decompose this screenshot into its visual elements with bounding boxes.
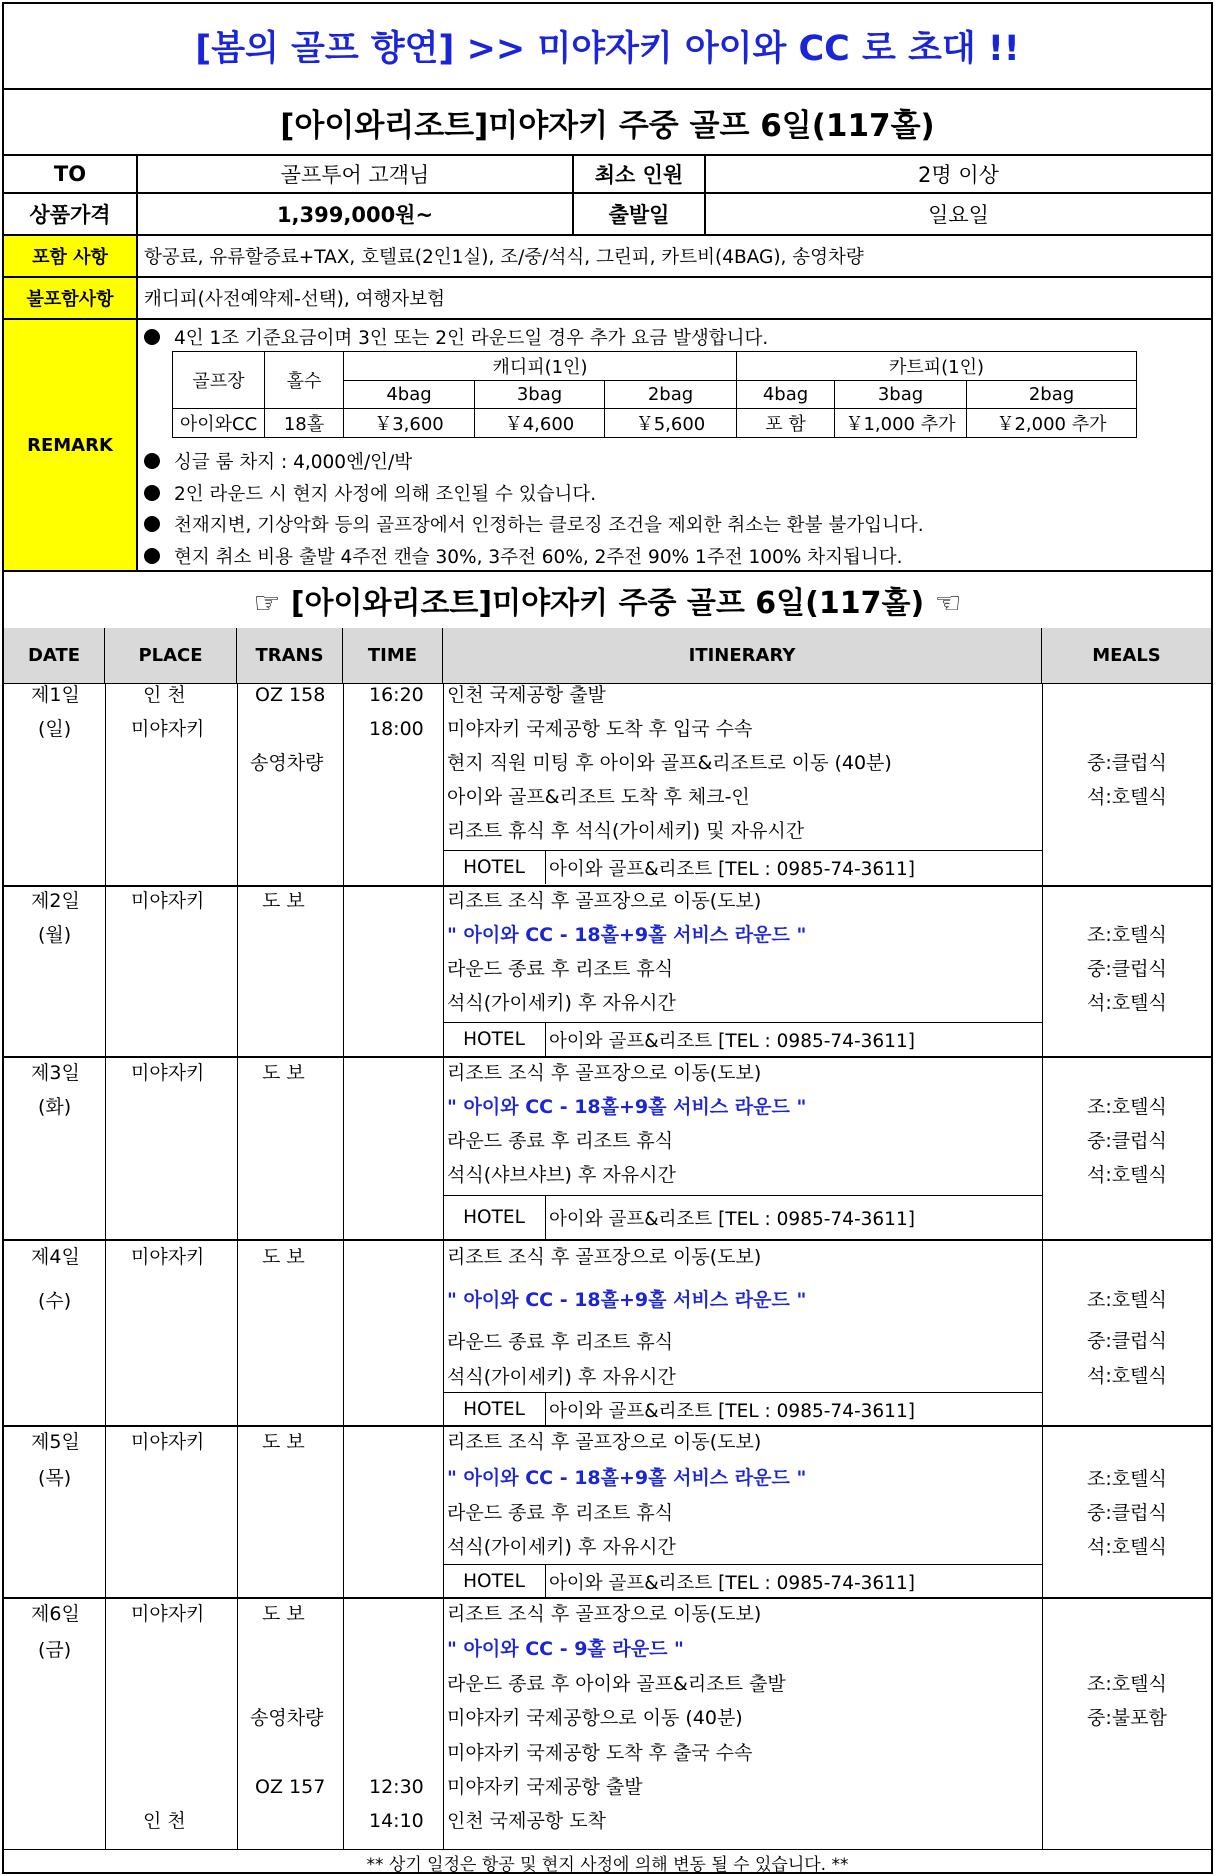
day-label: 제3일 [31, 1062, 80, 1084]
bullet-icon [144, 453, 160, 469]
hotel-name: 아이와 골프&리조트 [TEL : 0985-74-3611] [549, 1400, 915, 1422]
meal-item: 중:클럽식 [1087, 958, 1167, 980]
weekday-label: (일) [38, 718, 72, 740]
header-time: TIME [343, 628, 443, 684]
fee-caddie-4bag: ￥3,600 [343, 408, 475, 438]
time-value: 18:00 [369, 718, 424, 740]
itinerary-item: 리조트 조식 후 골프장으로 이동(도보) [447, 1603, 762, 1625]
header-itinerary: ITINERARY [443, 628, 1042, 684]
itinerary-item: 미야자키 국제공항 도착 후 입국 수속 [447, 718, 753, 740]
itinerary-item: 미야자키 국제공항 출발 [447, 1776, 643, 1798]
included-value: 항공료, 유류할증료+TAX, 호텔료(2인1실), 조/중/석식, 그린피, 카트비(4BAG), 송영차량 [144, 247, 864, 268]
bullet-icon [144, 329, 160, 345]
fee-caddie-2bag-header: 2bag [604, 380, 737, 409]
itinerary-item: 인천 국제공항 출발 [447, 684, 606, 706]
bullet-icon [144, 485, 160, 501]
hotel-label: HOTEL [443, 1196, 546, 1239]
itinerary-item: 라운드 종료 후 리조트 휴식 [447, 958, 674, 980]
itinerary-item: 라운드 종료 후 리조트 휴식 [447, 1502, 674, 1524]
itinerary-item: 인천 국제공항 도착 [447, 1810, 606, 1832]
to-value: 골프투어 고객님 [138, 156, 574, 192]
hotel-label: HOTEL [443, 1023, 546, 1056]
min-people-label: 최소 인원 [574, 156, 706, 192]
meal-item: 조:호텔식 [1087, 924, 1167, 946]
itinerary-item: 라운드 종료 후 리조트 휴식 [447, 1130, 674, 1152]
time-value: 16:20 [369, 684, 424, 706]
itinerary-item: 리조트 조식 후 골프장으로 이동(도보) [447, 1246, 762, 1268]
place-value: 미야자키 [131, 718, 205, 740]
itinerary-item: 현지 직원 미팅 후 아이와 골프&리조트로 이동 (40분) [447, 752, 892, 774]
fee-cart-4bag-header: 4bag [736, 380, 835, 409]
included-label: 포함 사항 [4, 236, 138, 276]
itinerary-item: 석식(가이세키) 후 자유시간 [447, 1366, 676, 1388]
fee-caddie-3bag-header: 3bag [474, 380, 605, 409]
trans-value: 송영차량 [250, 1707, 324, 1729]
fee-course: 아이와CC [172, 408, 265, 438]
min-people-value: 2명 이상 [918, 163, 999, 187]
day-label: 제2일 [31, 890, 80, 912]
hotel-name: 아이와 골프&리조트 [TEL : 0985-74-3611] [549, 1030, 915, 1052]
info-row-excluded [4, 278, 1211, 320]
weekday-label: (목) [38, 1467, 72, 1489]
hotel-name: 아이와 골프&리조트 [TEL : 0985-74-3611] [549, 1572, 915, 1594]
day-divider [4, 885, 1211, 887]
weekday-label: (월) [38, 924, 72, 946]
meal-item: 석:호텔식 [1087, 1164, 1167, 1186]
itinerary-item: 리조트 조식 후 골프장으로 이동(도보) [447, 890, 762, 912]
round-highlight: " 아이와 CC - 18홀+9홀 서비스 라운드 " [447, 1289, 807, 1311]
price-label: 상품가격 [4, 194, 138, 234]
place-value: 인 천 [143, 684, 186, 706]
round-highlight: " 아이와 CC - 18홀+9홀 서비스 라운드 " [447, 1467, 807, 1489]
fee-caddie-3bag: ￥4,600 [474, 408, 605, 438]
fee-caddie-2bag: ￥5,600 [604, 408, 737, 438]
place-value: 인 천 [143, 1810, 186, 1832]
hotel-name: 아이와 골프&리조트 [TEL : 0985-74-3611] [549, 858, 915, 880]
hotel-label: HOTEL [443, 851, 546, 884]
place-value: 미야자키 [131, 890, 205, 912]
trans-value: 송영차량 [250, 752, 324, 774]
depart-value: 일요일 [928, 203, 989, 227]
place-value: 미야자키 [131, 1246, 205, 1268]
hotel-row [443, 1564, 1042, 1598]
meal-item: 중:클럽식 [1087, 1130, 1167, 1152]
round-highlight: " 아이와 CC - 18홀+9홀 서비스 라운드 " [447, 924, 807, 946]
remark-label: REMARK [4, 320, 138, 570]
meal-item: 중:클럽식 [1087, 1330, 1167, 1352]
fee-cart-3bag-header: 3bag [834, 380, 967, 409]
info-row-included [4, 236, 1211, 278]
fee-cart-3bag: ￥1,000 추가 [834, 408, 967, 438]
column-divider [237, 684, 238, 1849]
remark-line-4: 천재지변, 기상악화 등의 골프장에서 인정하는 클로징 조건을 제외한 취소는 환불 불가입니다. [144, 511, 924, 537]
hotel-row [443, 1392, 1042, 1426]
info-row-to [4, 156, 1211, 194]
itinerary-item: 미야자키 국제공항으로 이동 (40분) [447, 1707, 743, 1729]
meal-item: 조:호텔식 [1087, 1289, 1167, 1311]
hotel-row [443, 1022, 1042, 1056]
hotel-label: HOTEL [443, 1393, 546, 1426]
hotel-name: 아이와 골프&리조트 [TEL : 0985-74-3611] [549, 1208, 915, 1230]
trans-value: 도 보 [262, 890, 305, 912]
trans-value: 도 보 [262, 1431, 305, 1453]
hotel-row [443, 850, 1042, 884]
itinerary-item: 석식(가이세키) 후 자유시간 [447, 992, 676, 1014]
meal-item: 중:클럽식 [1087, 1502, 1167, 1524]
excluded-label: 불포함사항 [4, 278, 138, 318]
bullet-icon [144, 516, 160, 532]
itinerary-item: 미야자키 국제공항 도착 후 출국 수속 [447, 1742, 753, 1764]
remark-line-3: 2인 라운드 시 현지 사정에 의해 조인될 수 있습니다. [144, 480, 596, 506]
weekday-label: (화) [38, 1096, 72, 1118]
column-divider [343, 684, 344, 1849]
promo-banner: [봄의 골프 향연] >> 미야자키 아이와 CC 로 초대 !! [4, 4, 1211, 90]
day-label: 제6일 [31, 1603, 80, 1625]
time-value: 12:30 [369, 1776, 424, 1798]
fee-caddie-header: 캐디피(1인) [343, 351, 737, 381]
trans-value: OZ 158 [255, 684, 326, 706]
remark-section [4, 320, 1211, 572]
meal-item: 중:불포함 [1087, 1707, 1167, 1729]
fee-caddie-4bag-header: 4bag [343, 380, 475, 409]
place-value: 미야자키 [131, 1062, 205, 1084]
trans-value: 도 보 [262, 1062, 305, 1084]
itinerary-item: 석식(샤브샤브) 후 자유시간 [447, 1164, 676, 1186]
fee-cart-header: 카트피(1인) [736, 351, 1137, 381]
price-value: 1,399,000원~ [138, 194, 574, 234]
meal-item: 석:호텔식 [1087, 992, 1167, 1014]
round-highlight: " 아이와 CC - 18홀+9홀 서비스 라운드 " [447, 1096, 807, 1118]
column-divider [1042, 684, 1043, 1849]
tour-document [2, 2, 1213, 1874]
itinerary-item: 석식(가이세키) 후 자유시간 [447, 1536, 676, 1558]
fee-holes: 18홀 [264, 408, 344, 438]
time-value: 14:10 [369, 1810, 424, 1832]
day-label: 제1일 [31, 684, 80, 706]
trans-value: OZ 157 [255, 1776, 326, 1798]
trans-value: 도 보 [262, 1603, 305, 1625]
weekday-label: (수) [38, 1290, 72, 1312]
day-label: 제4일 [31, 1246, 80, 1268]
bullet-icon [144, 548, 160, 564]
day-divider [4, 1056, 1211, 1058]
package-title: [아이와리조트]미야자키 주중 골프 6일(117홀) [4, 90, 1211, 156]
meal-item: 석:호텔식 [1087, 1536, 1167, 1558]
to-label: TO [4, 156, 138, 192]
excluded-value: 캐디피(사전예약제-선택), 여행자보험 [144, 289, 445, 310]
itinerary-item: 리조트 조식 후 골프장으로 이동(도보) [447, 1062, 762, 1084]
header-meals: MEALS [1042, 628, 1211, 684]
meal-item: 석:호텔식 [1087, 1365, 1167, 1387]
remark-line-5: 현지 취소 비용 출발 4주전 캔슬 30%, 3주전 60%, 2주전 90% 1주전 100% 차지됩니다. [144, 543, 902, 569]
header-trans: TRANS [237, 628, 343, 684]
remark-line-1: 4인 1조 기준요금이며 3인 또는 2인 라운드일 경우 추가 요금 발생합니다. [144, 324, 768, 350]
itinerary-item: 라운드 종료 후 아이와 골프&리조트 출발 [447, 1673, 786, 1695]
round-highlight: " 아이와 CC - 9홀 라운드 " [447, 1638, 684, 1660]
weekday-label: (금) [38, 1639, 72, 1661]
day-divider [4, 1239, 1211, 1241]
meal-item: 조:호텔식 [1087, 1673, 1167, 1695]
meal-item: 중:클럽식 [1087, 752, 1167, 774]
fee-course-header: 골프장 [172, 351, 265, 409]
meal-item: 석:호텔식 [1087, 786, 1167, 808]
schedule-title: ☞ [아이와리조트]미야자키 주중 골프 6일(117홀) ☜ [253, 586, 962, 621]
column-divider [105, 684, 106, 1849]
itinerary-item: 라운드 종료 후 리조트 휴식 [447, 1331, 674, 1353]
itinerary-item: 아이와 골프&리조트 도착 후 체크-인 [447, 786, 750, 808]
remark-line-2: 싱글 룸 차지 : 4,000엔/인/박 [144, 448, 412, 474]
trans-value: 도 보 [262, 1246, 305, 1268]
hotel-row [443, 1195, 1042, 1239]
depart-label: 출발일 [574, 194, 706, 234]
meal-item: 조:호텔식 [1087, 1468, 1167, 1490]
header-date: DATE [4, 628, 105, 684]
fee-cart-2bag-header: 2bag [966, 380, 1137, 409]
meal-item: 조:호텔식 [1087, 1096, 1167, 1118]
itinerary-item: 리조트 조식 후 골프장으로 이동(도보) [447, 1431, 762, 1453]
footer-note: ** 상기 일정은 항공 및 현지 사정에 의해 변동 될 수 있습니다. ** [4, 1849, 1211, 1875]
fee-holes-header: 홀수 [264, 351, 344, 409]
info-row-price [4, 194, 1211, 236]
hotel-label: HOTEL [443, 1565, 546, 1598]
place-value: 미야자키 [131, 1431, 205, 1453]
day-label: 제5일 [31, 1431, 80, 1453]
header-place: PLACE [105, 628, 237, 684]
fee-cart-4bag: 포 함 [736, 408, 835, 438]
itinerary-item: 리조트 휴식 후 석식(가이세키) 및 자유시간 [447, 820, 805, 842]
fee-cart-2bag: ￥2,000 추가 [966, 408, 1137, 438]
place-value: 미야자키 [131, 1603, 205, 1625]
